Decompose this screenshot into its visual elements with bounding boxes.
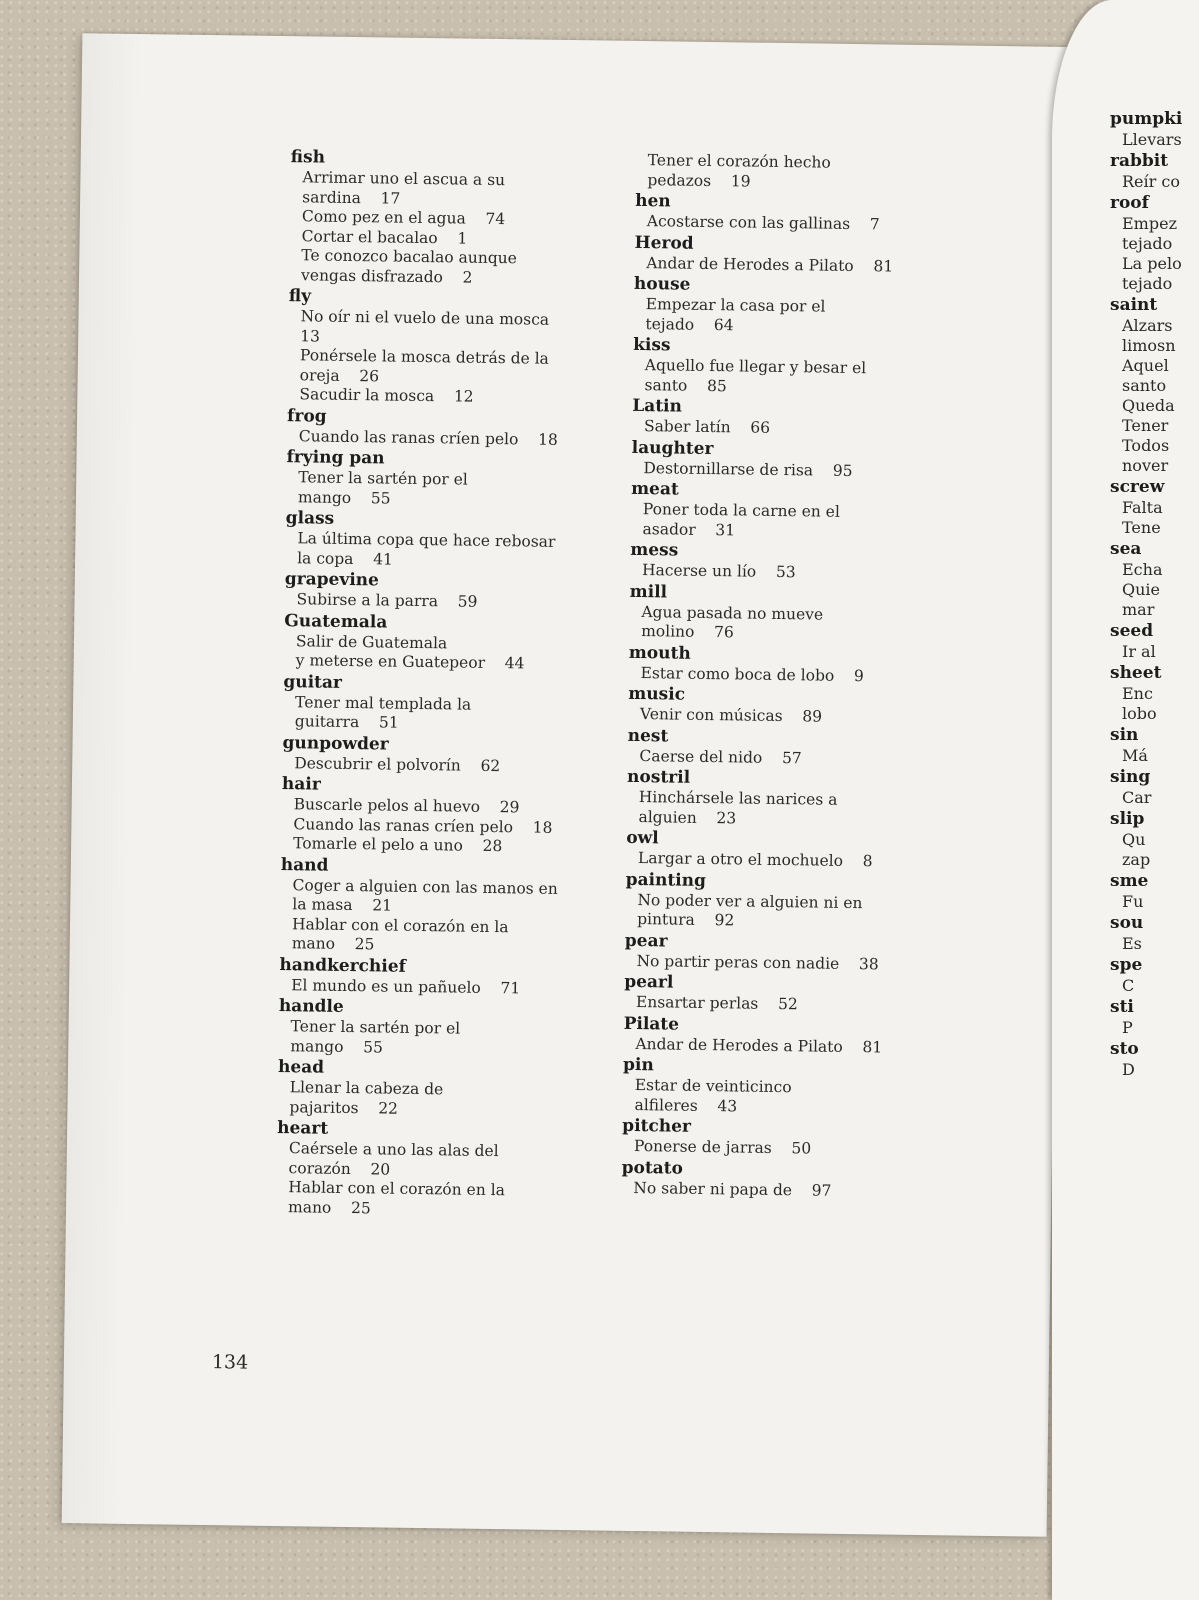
index-entry (276, 1117, 607, 1222)
index-keyword: mill (629, 581, 668, 602)
index-reference: Poner toda la carne en el (642, 500, 840, 521)
index-reference: Empez (1122, 214, 1177, 233)
index-reference: sardina 17 (302, 187, 401, 208)
index-keyword: rabbit (1110, 151, 1169, 171)
index-reference: Qu (1122, 830, 1146, 849)
index-entry (622, 1115, 923, 1161)
index-reference: y meterse en Guatepeor 44 (295, 651, 525, 673)
index-reference: Tener mal templada la (295, 692, 472, 714)
index-reference: La última copa que hace rebosar (297, 529, 556, 551)
index-entry (1110, 912, 1199, 954)
index-keyword: glass (285, 508, 335, 529)
index-keyword: owl (626, 827, 659, 849)
index-entry (1110, 150, 1199, 192)
index-reference: No poder ver a alguien ni en (637, 890, 863, 912)
index-entry (626, 827, 927, 873)
index-entry (627, 724, 928, 770)
index-entry (624, 971, 925, 1017)
index-entry (284, 610, 615, 676)
index-reference: Estar de veinticinco (634, 1076, 792, 1097)
index-reference: Falta (1122, 498, 1163, 517)
index-keyword: pearl (624, 971, 674, 993)
index-entry (625, 868, 926, 933)
index-entry (282, 732, 613, 778)
index-reference: Venir con músicas 89 (639, 705, 823, 726)
index-reference: Echa (1122, 560, 1163, 579)
index-reference: nover (1122, 456, 1169, 475)
index-reference: Tener el corazón hecho (647, 151, 831, 172)
index-keyword: mouth (628, 642, 691, 664)
index-keyword: grapevine (284, 569, 380, 591)
index-keyword: meat (631, 478, 679, 500)
index-reference: corazón 20 (288, 1158, 391, 1179)
index-entry (1110, 996, 1199, 1038)
index-entry (1110, 808, 1199, 870)
index-reference: oreja 26 (299, 365, 380, 385)
index-reference: Quie (1122, 580, 1161, 599)
index-keyword: laughter (631, 437, 714, 459)
index-entry (628, 641, 929, 687)
index-entry (287, 405, 618, 451)
index-reference: Hablar con el corazón en la (291, 914, 509, 936)
index-reference: alguien 23 (638, 807, 737, 827)
index-reference: 13 (300, 326, 321, 346)
index-keyword: sme (1110, 871, 1149, 891)
index-reference: Destornillarse de risa 95 (643, 458, 853, 480)
index-reference: Ponérsele la mosca detrás de la (299, 346, 549, 368)
index-reference: pedazos 19 (647, 170, 751, 191)
index-reference: Reír co (1122, 172, 1180, 191)
index-reference: santo (1122, 376, 1167, 395)
index-entry (285, 507, 616, 573)
index-keyword: seed (1110, 621, 1154, 641)
index-reference: Car (1122, 788, 1152, 807)
index-reference: Andar de Herodes a Pilato 81 (635, 1034, 883, 1056)
index-keyword: pin (622, 1054, 654, 1076)
index-reference: Llevars (1122, 130, 1182, 149)
index-reference: Como pez en el agua 74 (301, 207, 506, 229)
index-reference: guitarra 51 (294, 712, 399, 732)
index-entry (278, 995, 609, 1061)
index-entry (634, 231, 935, 277)
index-reference: Empezar la casa por el (645, 295, 826, 316)
index-entry (628, 683, 929, 729)
index-keyword: handle (278, 996, 344, 1017)
index-reference: Tomarle el pelo a uno 28 (293, 834, 503, 856)
index-reference: Má (1122, 746, 1148, 765)
index-keyword: nest (627, 725, 669, 746)
index-reference: Cuando las ranas críen pelo 18 (298, 426, 558, 449)
index-entry (632, 395, 933, 441)
index-reference: asador 31 (642, 519, 736, 539)
index-entry (281, 773, 612, 858)
index-entry (284, 568, 615, 614)
index-entry (289, 146, 621, 290)
index-entry (1110, 294, 1199, 476)
index-reference: mar (1122, 600, 1155, 619)
index-reference: Largar a otro el mochuelo 8 (637, 849, 873, 871)
index-entry (624, 929, 925, 975)
index-reference: Enc (1122, 684, 1153, 703)
index-column-right (621, 151, 936, 1202)
index-entry (287, 285, 619, 409)
index-keyword: roof (1110, 193, 1149, 213)
index-reference: La pelo (1122, 254, 1182, 273)
index-entry (623, 1012, 924, 1058)
index-reference: Salir de Guatemala (295, 631, 448, 652)
index-entry (1110, 620, 1199, 662)
index-reference: tejado (1122, 234, 1173, 253)
index-reference: Cuando las ranas críen pelo 18 (293, 814, 553, 837)
index-reference: Todos (1122, 436, 1170, 455)
index-keyword: Herod (634, 232, 694, 254)
index-keyword: heart (277, 1118, 329, 1139)
index-reference: Cortar el bacalao 1 (301, 226, 468, 248)
book-page (62, 33, 1068, 1537)
index-reference: Andar de Herodes a Pilato 81 (646, 253, 894, 276)
index-reference: Alzars (1122, 316, 1173, 335)
index-entry (621, 1156, 922, 1202)
index-reference: tejado (1122, 274, 1173, 293)
index-reference: mango 55 (297, 487, 391, 508)
index-reference: zap (1122, 850, 1151, 869)
index-entry (280, 854, 611, 959)
index-reference: P (1122, 1018, 1133, 1037)
index-keyword: pitcher (622, 1115, 692, 1137)
index-keyword: nostril (626, 766, 691, 788)
index-keyword: frying pan (286, 447, 385, 469)
index-keyword: sou (1110, 913, 1144, 933)
index-keyword: frog (286, 405, 327, 427)
index-keyword: sti (1110, 997, 1134, 1017)
index-keyword: mess (630, 539, 679, 561)
index-keyword: pumpki (1110, 109, 1183, 129)
index-entry (279, 954, 610, 1000)
index-reference: Caérsele a uno las alas del (288, 1139, 499, 1161)
index-keyword: fish (290, 147, 326, 168)
index-entry (622, 1054, 923, 1119)
index-reference: D (1122, 1060, 1135, 1079)
index-entry (635, 190, 936, 236)
index-keyword: handkerchief (279, 954, 407, 977)
index-reference: limosn (1122, 336, 1176, 355)
index-keyword: Guatemala (284, 610, 388, 633)
index-reference: Ponerse de jarras 50 (633, 1137, 812, 1158)
index-keyword: house (633, 273, 691, 295)
index-keyword: kiss (633, 334, 671, 356)
index-keyword: potato (621, 1157, 684, 1179)
index-keyword: Pilate (623, 1013, 680, 1035)
index-keyword: saint (1110, 295, 1158, 315)
index-reference: pajaritos 22 (289, 1097, 399, 1118)
index-keyword: sheet (1110, 663, 1162, 683)
index-reference: Buscarle pelos al huevo 29 (293, 795, 520, 817)
index-reference: santo 85 (644, 375, 727, 395)
index-reference: Arrimar uno el ascua a su (302, 168, 506, 190)
index-entry (1110, 108, 1199, 150)
index-keyword: pear (624, 930, 668, 951)
index-reference: Tener (1122, 416, 1169, 435)
next-page-edge (1052, 0, 1199, 1600)
index-reference: No saber ni papa de 97 (633, 1178, 832, 1200)
index-entry (629, 580, 930, 645)
index-reference: Subirse a la parra 59 (296, 590, 478, 611)
index-entry (630, 478, 931, 543)
index-entry (631, 436, 932, 482)
index-entry (632, 334, 933, 399)
next-page-column (1110, 108, 1199, 1080)
index-reference: Ensartar perlas 52 (635, 993, 798, 1014)
index-entry (633, 273, 934, 338)
index-reference: Llenar la cabeza de (289, 1078, 444, 1099)
index-reference: Acostarse con las gallinas 7 (646, 212, 880, 234)
index-reference: Estar como boca de lobo 9 (640, 663, 864, 685)
index-entry (1110, 192, 1199, 294)
index-keyword: gunpowder (282, 732, 389, 755)
index-reference: alfileres 43 (634, 1095, 738, 1115)
index-keyword: slip (1110, 809, 1145, 829)
index-reference: mano 25 (287, 1197, 371, 1217)
index-reference: Hinchársele las narices a (638, 788, 838, 809)
index-entry (1110, 766, 1199, 808)
index-entry (1110, 538, 1199, 620)
page-number: 134 (211, 1351, 249, 1374)
index-reference: Ir al (1122, 642, 1156, 661)
index-keyword: hen (635, 190, 671, 212)
index-entry (1110, 662, 1199, 724)
index-reference: lobo (1122, 704, 1157, 723)
index-column-left (276, 146, 621, 1222)
index-keyword: Latin (632, 395, 683, 417)
index-reference: Hablar con el corazón en la (288, 1178, 506, 1200)
index-reference: Coger a alguien con las manos en (292, 875, 558, 898)
index-entry (1110, 870, 1199, 912)
index-entry (283, 671, 614, 737)
index-reference: Hacerse un lío 53 (641, 561, 796, 582)
index-entry (286, 446, 617, 512)
index-reference: C (1122, 976, 1135, 995)
index-reference: Queda (1122, 396, 1175, 415)
index-entry (1110, 476, 1199, 538)
index-keyword: guitar (283, 671, 343, 693)
index-keyword: sea (1110, 539, 1142, 559)
index-reference: vengas disfrazado 2 (300, 265, 473, 287)
index-keyword: hand (280, 854, 329, 876)
index-reference: Te conozco bacalao aunque (301, 246, 517, 268)
index-reference: Agua pasada no mueve (641, 602, 824, 624)
index-keyword: head (277, 1057, 325, 1078)
index-reference: Fu (1122, 892, 1144, 911)
index-entry (630, 539, 931, 585)
index-entry (277, 1056, 608, 1122)
index-reference: Tene (1122, 518, 1161, 537)
index-reference: Aquel (1122, 356, 1169, 375)
index-reference: No oír ni el vuelo de una mosca (300, 307, 550, 329)
index-keyword: sin (1110, 725, 1139, 745)
index-keyword: fly (288, 286, 312, 307)
index-reference: mano 25 (291, 934, 375, 954)
index-reference: Es (1122, 934, 1142, 953)
index-reference: Aquello fue llegar y besar el (644, 356, 867, 378)
index-reference: Saber latín 66 (643, 417, 771, 437)
index-keyword: music (628, 683, 686, 705)
index-keyword: sto (1110, 1039, 1139, 1059)
index-reference: El mundo es un pañuelo 71 (291, 975, 521, 997)
index-reference: No partir peras con nadie 38 (636, 951, 879, 973)
index-reference: Caerse del nido 57 (639, 746, 802, 767)
index-reference: Sacudir la mosca 12 (299, 385, 474, 406)
index-keyword: sing (1110, 767, 1151, 787)
index-entry (1110, 954, 1199, 996)
index-reference: Tener la sartén por el (298, 468, 468, 489)
index-keyword: hair (281, 774, 321, 795)
index-reference: Descubrir el polvorín 62 (294, 753, 501, 775)
index-reference: la copa 41 (297, 548, 393, 569)
index-reference: Tener la sartén por el (290, 1017, 461, 1038)
index-reference: molino 76 (641, 622, 734, 642)
index-entry (635, 151, 936, 194)
index-reference: tejado 64 (645, 314, 734, 334)
index-keyword: screw (1110, 477, 1165, 497)
index-reference: mango 55 (290, 1036, 384, 1056)
index-keyword: spe (1110, 955, 1143, 975)
index-keyword: painting (625, 869, 707, 891)
index-reference: la masa 21 (292, 895, 393, 915)
index-entry (1110, 724, 1199, 766)
index-entry (626, 766, 927, 831)
index-entry (1110, 1038, 1199, 1080)
index-reference: pintura 92 (637, 910, 735, 930)
